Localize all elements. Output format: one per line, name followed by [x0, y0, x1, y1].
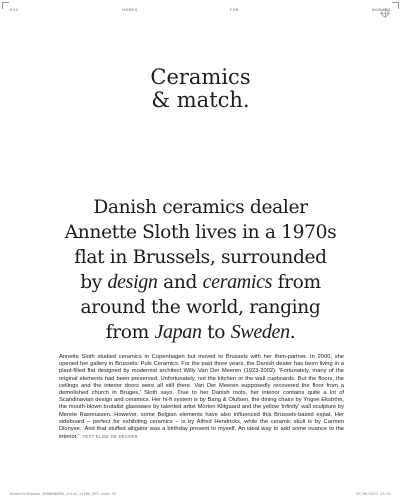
print-slug [10, 490, 391, 496]
lede-line [0, 270, 401, 295]
body-copy: Annette Sloth studied ceramics in Copenhagen but moved to Brussels with her then-partner. In 2000, she opened her gallery in Brussels: Puls Ceramics. For the past three years, the Danish dealer has been living in a plant-filled flat designed by modernist architect Willy Van Der Meeren (1923-2002). 'Fortunately, many of the original elements had been preserved. Unfortunately, not the kitchen or the wall cupboards. But the floors, the ceilings and the interior doors were all still there. Van Der Meeren supposedly recovered the floor from a demolished church in Bruges,' Sloth says. True to her Danish roots, her interior contains quite a lot of Scandinavian design and ceramics. Her hi-fi system is by Bang & Olufsen, the dining chairs by Yngve Ekström, the mouth-blown brutalist glassware by talented artist Morten Klitgaard and the yellow 'infinity' wall sculpture by Merete Rasmussen. However, some Belgian elements have also influenced this Brussels-based expat. Her sideboard – perfect for exhibiting ceramics – is by Alfred Hendrickx, while the ceramic skull is by Carmen Dionyse. 'And that stuffed alligator was a birthday present to myself. An ideal way to add some nuance to the interior.' [59, 354, 344, 441]
lede-line: flat in Brussels, surrounded [74, 247, 327, 268]
lede-line: Annette Sloth lives in a 1970s [64, 222, 337, 243]
crop-mark-top-left [2, 2, 9, 9]
slug-filename: HomesforNomads_BINNENWERK_chick_22P08_DEF.indd 52 [10, 492, 117, 496]
lede-text: to [201, 322, 231, 343]
crop-mark-top-right [392, 2, 399, 9]
lede-line: around the world, ranging [80, 297, 321, 318]
page-number: 052 [10, 8, 19, 12]
running-header [10, 8, 391, 16]
lede-text: from [105, 322, 155, 343]
header-section-for: FOR [230, 8, 239, 12]
author-credit: TEXT ELISE DE DECKER [82, 434, 138, 440]
lede-paragraph [0, 195, 401, 345]
lede-italic-ceramics: ceramics [202, 271, 273, 293]
header-section-nomads: NOMADS [371, 8, 391, 12]
header-section-homes: HOMES [122, 8, 138, 12]
lede-text: by [80, 272, 108, 293]
lede-italic-japan: Japan [154, 321, 202, 343]
slug-timestamp: 07/06/2021 13:52 [356, 492, 391, 496]
lede-italic-design: design [107, 271, 158, 293]
title-line-2: & match. [151, 88, 250, 112]
lede-text: . [289, 322, 296, 343]
registration-mark-icon [381, 9, 389, 17]
lede-text: from [272, 272, 321, 293]
lede-italic-sweden: Sweden [230, 321, 290, 343]
lede-line: Danish ceramics dealer [93, 197, 308, 218]
body-paragraph [59, 354, 344, 441]
lede-line [0, 320, 401, 345]
lede-text: and [157, 272, 203, 293]
article-title [0, 66, 401, 112]
title-line-1: Ceramics [150, 65, 251, 89]
